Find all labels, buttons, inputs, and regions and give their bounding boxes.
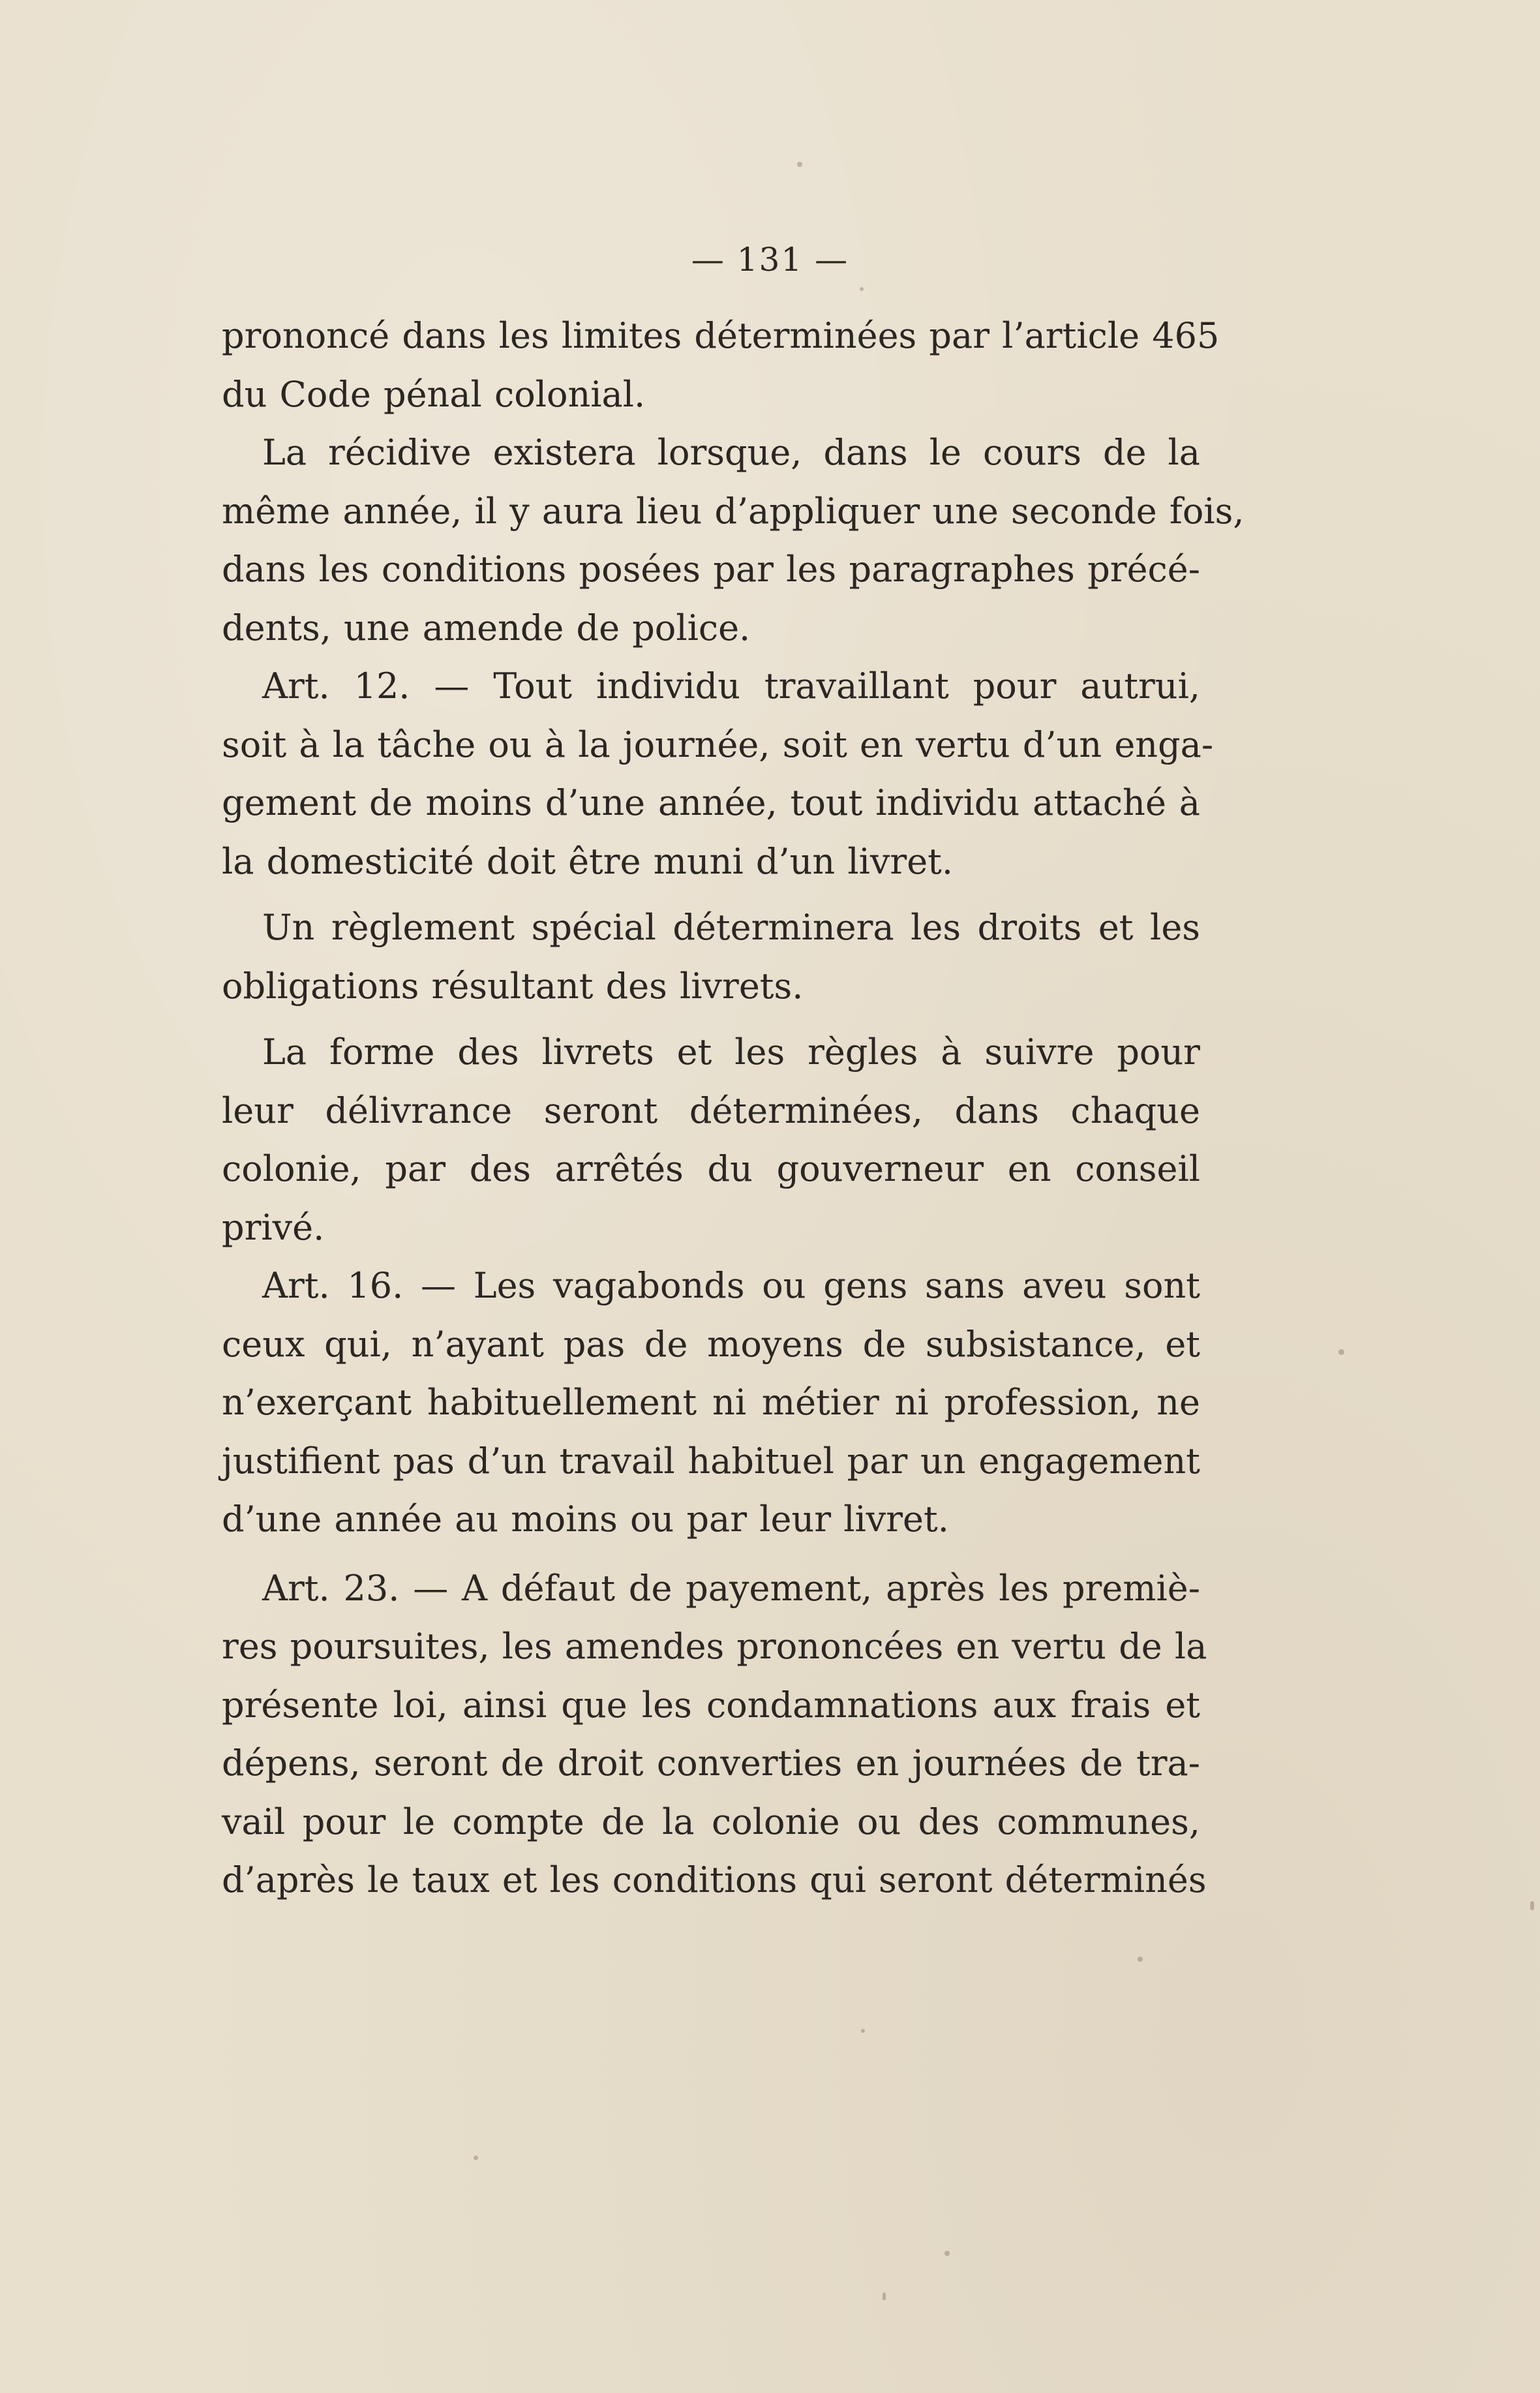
- text-line: dépens, seront de droit converties en journées de tra-: [222, 1743, 1200, 1784]
- text-line: d’après le taux et les conditions qui seront déterminés: [222, 1859, 1207, 1900]
- paragraph-continuation: [222, 307, 1220, 423]
- text-line: res poursuites, les amendes prononcées en vertu de la: [222, 1626, 1207, 1667]
- text-line: privé.: [222, 1206, 325, 1248]
- text-line: d’une année au moins ou par leur livret.: [222, 1499, 949, 1540]
- paper-speck: [1338, 1349, 1344, 1355]
- text-line: La récidive existera lorsque, dans le cours de la: [262, 432, 1200, 473]
- paragraph-forme-livrets: [222, 1023, 1200, 1257]
- paper-speck: [797, 162, 802, 167]
- paragraph-recidive: [222, 423, 1245, 657]
- paper-speck: [474, 2156, 478, 2160]
- paragraph-article-16: [222, 1257, 1200, 1549]
- text-line: prononcé dans les limites déterminées par l’article 465: [222, 315, 1220, 356]
- paragraph-article-23: [222, 1559, 1207, 1910]
- paper-speck: [1138, 1957, 1143, 1962]
- text-line: Art. 12. — Tout individu travaillant pour autrui,: [262, 665, 1200, 707]
- text-line: présente loi, ainsi que les condamnations aux frais et: [222, 1684, 1200, 1726]
- text-line: justifient pas d’un travail habituel par un engagement: [222, 1440, 1200, 1482]
- text-line: dans les conditions posées par les paragraphes précé-: [222, 549, 1200, 590]
- text-line: colonie, par des arrêtés du gouverneur en conseil: [222, 1148, 1200, 1189]
- paper-speck: [1530, 1901, 1534, 1910]
- text-line: soit à la tâche ou à la journée, soit en vertu d’un enga-: [222, 724, 1214, 765]
- paper-speck: [883, 2293, 886, 2300]
- text-line: Un règlement spécial déterminera les droits et les: [262, 907, 1200, 948]
- text-line: Art. 16. — Les vagabonds ou gens sans aveu sont: [262, 1265, 1200, 1306]
- text-line: Art. 23. — A défaut de payement, après les premiè-: [262, 1567, 1200, 1609]
- text-line: obligations résultant des livrets.: [222, 965, 804, 1007]
- text-line: même année, il y aura lieu d’appliquer une seconde fois,: [222, 490, 1245, 532]
- paper-speck: [861, 2029, 865, 2033]
- paragraph-reglement: [222, 898, 1200, 1015]
- text-line: gement de moins d’une année, tout individu attaché à: [222, 782, 1200, 823]
- page-number: — 131 —: [691, 241, 849, 279]
- text-line: dents, une amende de police.: [222, 607, 751, 648]
- text-line: vail pour le compte de la colonie ou des communes,: [222, 1801, 1200, 1842]
- paper-speck: [944, 2251, 950, 2256]
- text-line: la domesticité doit être muni d’un livret.: [222, 840, 954, 882]
- text-line: du Code pénal colonial.: [222, 373, 646, 415]
- text-line: ceux qui, n’ayant pas de moyens de subsistance, et: [222, 1323, 1200, 1365]
- paper-speck: [860, 287, 864, 291]
- text-line: n’exerçant habituellement ni métier ni profession, ne: [222, 1382, 1200, 1423]
- body-text: [222, 307, 1245, 1910]
- text-line: leur délivrance seront déterminées, dans chaque: [222, 1090, 1200, 1131]
- paragraph-article-12: [222, 657, 1214, 891]
- text-line: La forme des livrets et les règles à suivre pour: [262, 1031, 1200, 1073]
